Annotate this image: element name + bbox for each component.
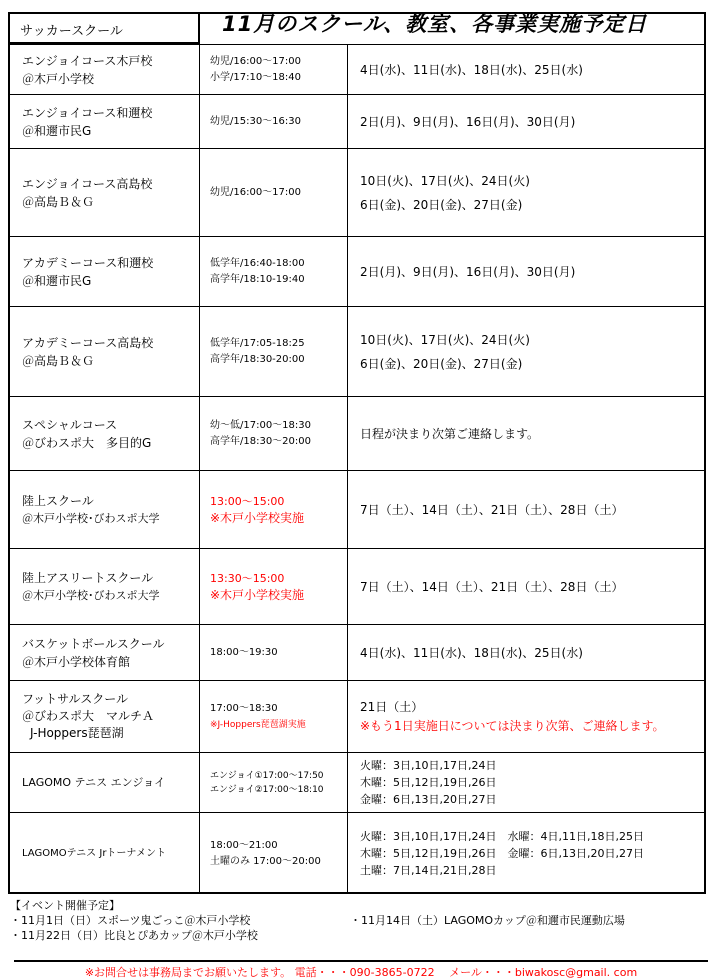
events-heading: 【イベント開催予定】 <box>10 899 120 912</box>
contact-info: ※お問合せは事務局までお願いたします。 電話・・・090-3865-0722 メール・・・biwakosc@gmail. com <box>14 960 708 980</box>
table-row: エンジョイコース木戸校 ＠木戸小学校 幼児/16:00～17:00 小学/17:10～18:40 4日(水)、11日(水)、18日(水)、25日(水) <box>8 44 706 94</box>
table-row: LAGOMOテニス Jrトーナメント 18:00～21:00 土曜のみ 17:00～20:00 火曜：3日,10日,17日,24日 水曜：4日,11日,18日,25日 木曜：5日,12日,19日,26日 金曜：6日,13日,20日,27日 土曜：7日,14日,21日,28日 <box>8 812 706 894</box>
event-item: ・11月14日（土）LAGOMOカップ＠和邇市民運動広場 <box>350 914 625 927</box>
event-item: ・11月1日（日）スポーツ鬼ごっこ＠木戸小学校 <box>10 914 251 927</box>
page-title: 11月のスクール、教室、各事業実施予定日 <box>222 12 648 36</box>
table-row: 陸上アスリートスクール ＠木戸小学校･びわスポ大学 13:30～15:00 ※木戸小学校実施 7日（土）、14日（土）、21日（土）、28日（土） <box>8 548 706 624</box>
table-row: アカデミーコース和邇校 ＠和邇市民G 低学年/16:40-18:00 高学年/18:10-19:40 2日(月)、9日(月)、16日(月)、30日(月) <box>8 236 706 306</box>
table-row: バスケットボールスクール ＠木戸小学校体育館 18:00～19:30 4日(水)、11日(水)、18日(水)、25日(水) <box>8 624 706 680</box>
table-row: LAGOMO テニス エンジョイ エンジョイ①17:00～17:50 エンジョイ②17:00～18:10 火曜：3日,10日,17日,24日 木曜：5日,12日,19日,26日 金曜：6日,13日,20日,27日 <box>8 752 706 812</box>
table-row: エンジョイコース高島校 ＠高島Ｂ＆Ｇ 幼児/16:00～17:00 10日(火)、17日(火)、24日(火) 6日(金)、20日(金)、27日(金) <box>8 148 706 236</box>
events-section <box>10 898 710 943</box>
table-row: スペシャルコース ＠びわスポ大 多目的G 幼～低/17:00～18:30 高学年/18:30～20:00 日程が決まり次第ご連絡します。 <box>8 396 706 470</box>
event-item: ・11月22日（日）比良とぴあカップ＠木戸小学校 <box>10 929 258 942</box>
table-row: 陸上スクール ＠木戸小学校･びわスポ大学 13:00～15:00 ※木戸小学校実施 7日（土）、14日（土）、21日（土）、28日（土） <box>8 470 706 548</box>
table-row: アカデミーコース高島校 ＠高島Ｂ＆Ｇ 低学年/17:05-18:25 高学年/18:30-20:00 10日(火)、17日(火)、24日(火) 6日(金)、20日(金)、27日(金) <box>8 306 706 396</box>
table-row: フットサルスクール ＠びわスポ大 マルチＡ J-Hoppers琵琶湖 17:00～18:30 ※J-Hoppers琵琶湖実施 21日（土） ※もう1日実施日については決まり次第、ご連絡します。 <box>8 680 706 752</box>
table-row: エンジョイコース和邇校 ＠和邇市民G 幼児/15:30～16:30 2日(月)、9日(月)、16日(月)、30日(月) <box>8 94 706 148</box>
section-label: サッカースクール <box>8 12 200 44</box>
